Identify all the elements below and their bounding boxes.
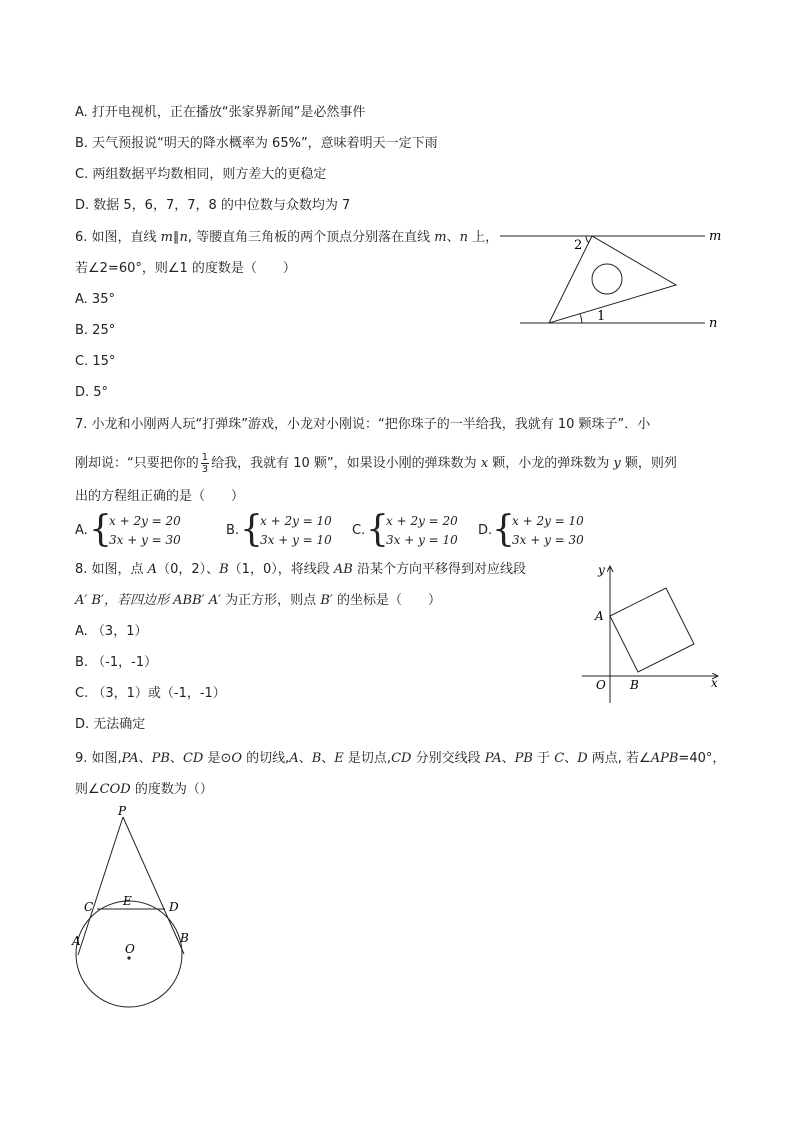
- label-2: 2: [574, 238, 583, 253]
- fraction-one-third: $\frac{1}{3}$: [201, 452, 209, 475]
- square-abba: [610, 588, 694, 672]
- q6-stem-line1: 6. 如图，直线 m∥n, 等腰直角三角板的两个顶点分别落在直线 m、n 上，: [75, 230, 499, 245]
- q6-triangle-figure: [500, 222, 740, 334]
- set-square-hole: [592, 264, 622, 294]
- q6-stem-line2: 若∠2=60°，则∠1 的度数是（ ）: [75, 261, 296, 276]
- q5-option-b: B. 天气预报说“明天的降水概率为 65%”，意味着明天一定下雨: [75, 136, 438, 151]
- q6-option-a: A. 35°: [75, 292, 115, 307]
- label-b: B: [180, 931, 189, 945]
- brace-icon: {: [89, 509, 112, 550]
- label-p: P: [118, 804, 127, 818]
- q8-option-b: B. （-1，-1）: [75, 655, 158, 670]
- label-d: D: [169, 900, 179, 914]
- label-o: O: [125, 942, 135, 956]
- q8-stem-line1: 8. 如图，点 A（0，2）、B（1，0），将线段 AB 沿某个方向平移得到对应线段: [75, 562, 526, 577]
- center-dot: [127, 956, 130, 959]
- angle-2-arc: [586, 236, 589, 243]
- label-a: A: [72, 934, 81, 948]
- q7-stem-line2: 刚却说：“只要把你的 $\frac{1}{3}$ 给我，我就有 10 颗”，如果设小刚的弹珠数为 x 颗，小龙的弹珠数为 y 颗，则列: [75, 452, 677, 475]
- brace-icon: {: [366, 509, 389, 550]
- q8-stem-line2: A′ B′，若四边形 ABB′ A′ 为正方形，则点 B′ 的坐标是（ ）: [75, 593, 441, 608]
- label-e: E: [123, 894, 132, 908]
- q8-option-d: D. 无法确定: [75, 717, 146, 732]
- brace-icon: {: [240, 509, 263, 550]
- label-c: C: [84, 900, 94, 914]
- label-x: x: [711, 676, 718, 690]
- q8-option-c: C. （3，1）或（-1，-1）: [75, 686, 226, 701]
- q9-stem-line1: 9. 如图,PA、PB、CD 是⊙O 的切线,A、B、E 是切点,CD 分别交线段 PA、PB 于 C、D 两点, 若∠APB=40°，: [75, 751, 726, 766]
- angle-1-arc: [580, 314, 582, 323]
- q6-option-c: C. 15°: [75, 354, 116, 369]
- q6-option-b: B. 25°: [75, 323, 116, 338]
- label-m: m: [709, 229, 722, 244]
- label-n: n: [709, 316, 718, 331]
- set-square-triangle: [549, 236, 676, 323]
- q5-option-c: C. 两组数据平均数相同，则方差大的更稳定: [75, 167, 327, 182]
- label-1: 1: [597, 309, 606, 324]
- label-o: O: [596, 678, 606, 692]
- label-a: A: [595, 609, 604, 623]
- brace-icon: {: [492, 509, 515, 550]
- q9-stem-line2: 则∠COD 的度数为（）: [75, 782, 213, 797]
- label-y: y: [598, 563, 605, 577]
- tangent-pa: [78, 817, 123, 955]
- q7-stem-line3: 出的方程组正确的是（ ）: [75, 489, 245, 504]
- q6-option-d: D. 5°: [75, 385, 109, 400]
- q5-option-d: D. 数据 5，6，7，7，8 的中位数与众数均为 7: [75, 198, 351, 213]
- q5-option-a: A. 打开电视机，正在播放“张家界新闻”是必然事件: [75, 105, 366, 120]
- q8-coordinate-figure: [578, 560, 728, 710]
- q7-stem-line1: 7. 小龙和小刚两人玩“打弹珠”游戏，小龙对小刚说：“把你珠子的一半给我，我就有 10 颗珠子”．小: [75, 417, 651, 432]
- label-b: B: [630, 678, 639, 692]
- q9-circle-tangent-figure: [66, 800, 206, 1015]
- tangent-pb: [123, 817, 184, 954]
- q8-option-a: A. （3，1）: [75, 624, 148, 639]
